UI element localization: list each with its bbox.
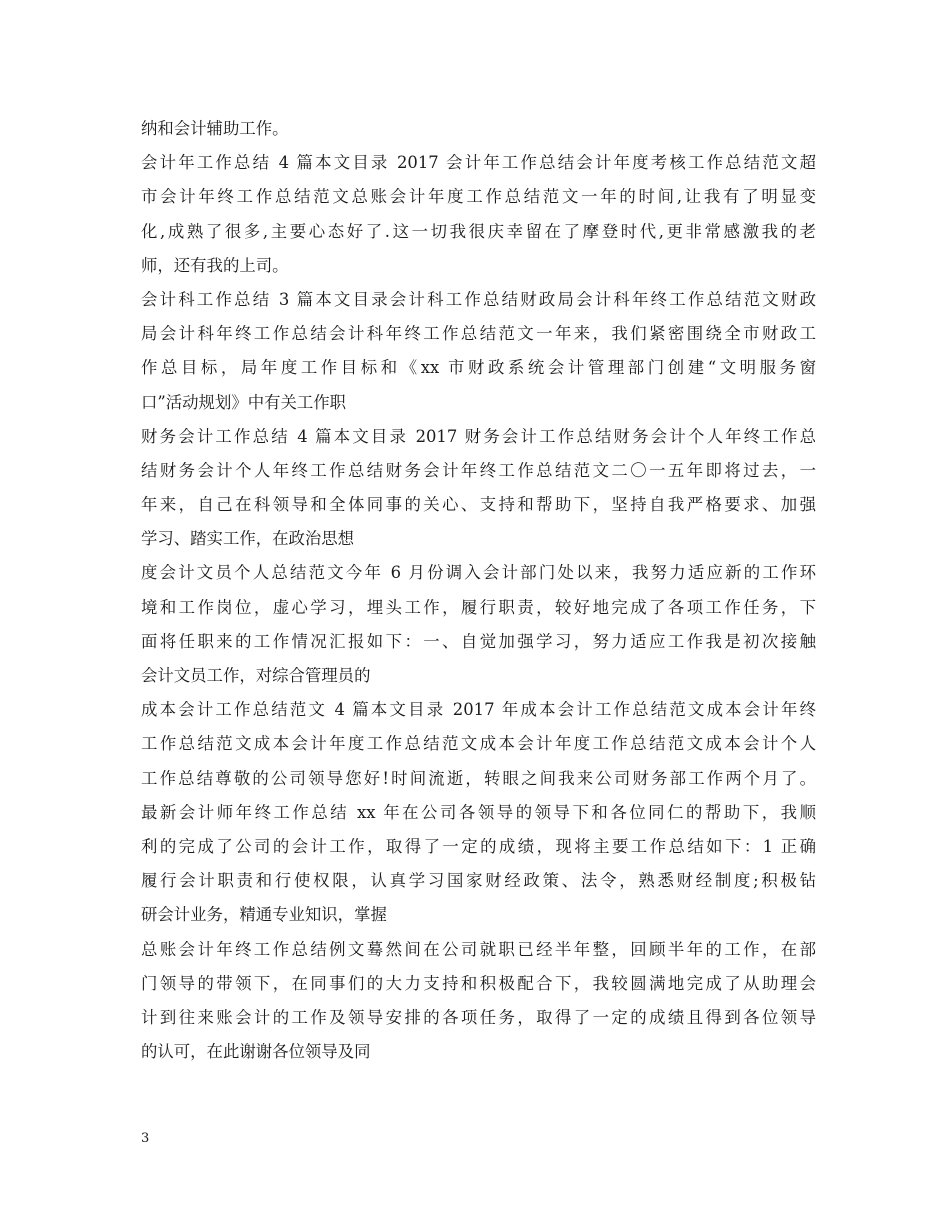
text-line: 履行会计职责和行使权限，认真学习国家财经政策、法令，熟悉财经制度;积极钻 xyxy=(141,871,816,891)
text-line: 利的完成了公司的会计工作，取得了一定的成绩，现将主要工作总结如下：1 正确 xyxy=(141,836,816,856)
body-text xyxy=(141,112,816,1069)
text-line: 会计年工作总结 4 篇本文目录 2017 会计年工作总结会计年度考核工作总结范文超 xyxy=(141,153,816,173)
text-line: 纳和会计辅助工作。 xyxy=(141,119,289,138)
text-line: 总账会计年终工作总结例文蓦然间在公司就职已经半年整，回顾半年的工作，在部 xyxy=(141,939,816,959)
text-line: 财务会计工作总结 4 篇本文目录 2017 财务会计工作总结财务会计个人年终工作总 xyxy=(141,426,816,446)
text-line: 会计科工作总结 3 篇本文目录会计科工作总结财政局会计科年终工作总结范文财政 xyxy=(141,289,816,309)
text-line: 计到往来账会计的工作及领导安排的各项任务，取得了一定的成绩且得到各位领导 xyxy=(141,1007,816,1027)
text-line: 工作总结范文成本会计年度工作总结范文成本会计年度工作总结范文成本会计个人 xyxy=(141,734,816,754)
text-line: 的认可，在此谢谢各位领导及同 xyxy=(141,1042,371,1062)
text-line: 境和工作岗位，虚心学习，埋头工作，履行职责，较好地完成了各项工作任务，下 xyxy=(141,597,816,617)
text-line: 工作总结尊敬的公司领导您好!时间流逝，转眼之间我来公司财务部工作两个月了。 xyxy=(141,768,816,788)
text-line: 化,成熟了很多,主要心态好了.这一切我很庆幸留在了摩登时代,更非常感激我的老 xyxy=(141,221,816,241)
text-line: 门领导的带领下，在同事们的大力支持和积极配合下，我较圆满地完成了从助理会 xyxy=(141,973,816,993)
text-line: 会计文员工作，对综合管理员的 xyxy=(141,666,371,685)
text-line: 年来，自己在科领导和全体同事的关心、支持和帮助下，坚持自我严格要求、加强 xyxy=(141,495,816,515)
text-line: 度会计文员个人总结范文今年 6 月份调入会计部门处以来，我努力适应新的工作环 xyxy=(141,563,816,583)
text-line: 口”活动规划》中有关工作职 xyxy=(141,392,347,412)
text-line: 学习、踏实工作，在政治思想 xyxy=(141,529,355,549)
text-line: 成本会计工作总结范文 4 篇本文目录 2017 年成本会计工作总结范文成本会计年终 xyxy=(141,700,816,720)
text-line: 师，还有我的上司。 xyxy=(141,255,289,275)
text-line: 结财务会计个人年终工作总结财务会计年终工作总结范文二〇一五年即将过去，一 xyxy=(141,460,816,480)
text-line: 面将任职来的工作情况汇报如下：一、自觉加强学习，努力适应工作我是初次接触 xyxy=(141,631,816,651)
page-number: 3 xyxy=(141,1131,150,1146)
text-line: 市会计年终工作总结范文总账会计年度工作总结范文一年的时间,让我有了明显变 xyxy=(141,187,816,207)
text-line: 作总目标，局年度工作目标和《xx 市财政系统会计管理部门创建“文明服务窗 xyxy=(141,358,816,378)
text-line: 最新会计师年终工作总结 xx 年在公司各领导的领导下和各位同仁的帮助下，我顺 xyxy=(141,802,816,822)
text-line: 研会计业务，精通专业知识，掌握 xyxy=(141,905,387,925)
text-line: 局会计科年终工作总结会计科年终工作总结范文一年来，我们紧密围绕全市财政工 xyxy=(141,324,816,344)
